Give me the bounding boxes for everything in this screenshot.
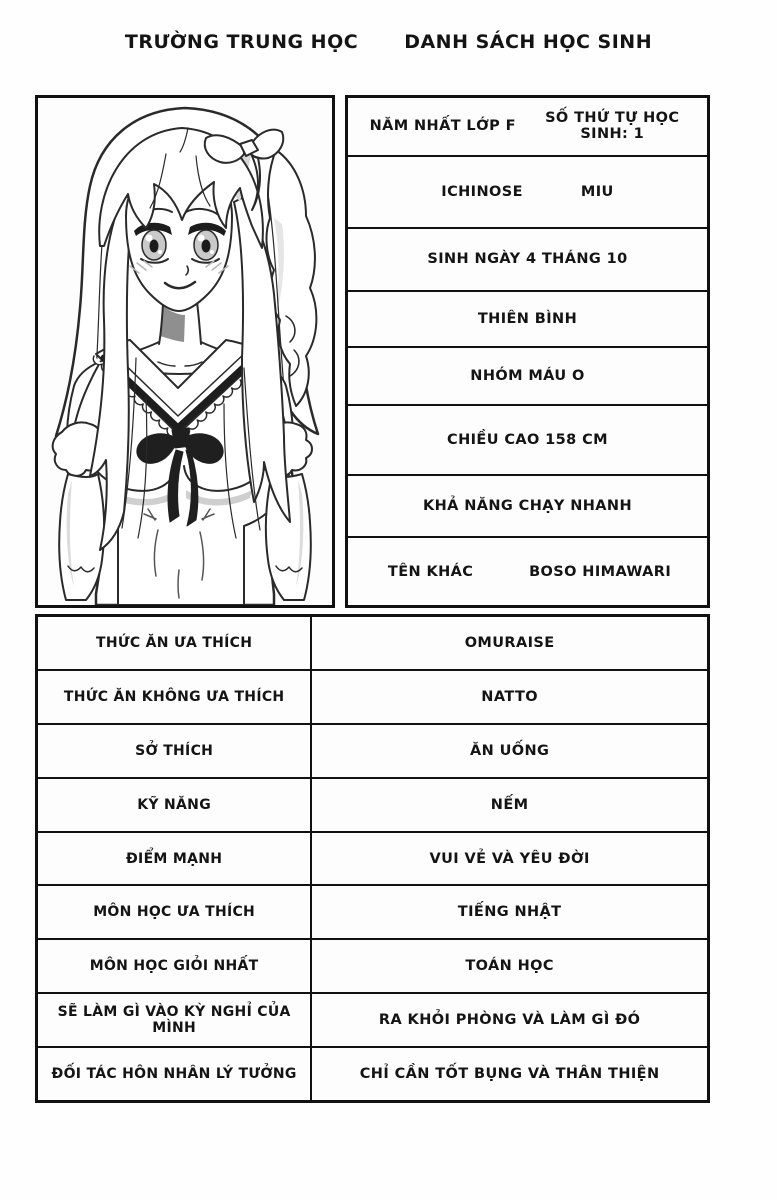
table-row — [38, 669, 707, 723]
roll-number: SỐ THỨ TỰ HỌC SINH: 1 — [545, 110, 680, 143]
row-value: NATTO — [481, 688, 538, 705]
row-value: VUI VẺ VÀ YÊU ĐỜI — [429, 850, 590, 867]
table-row — [38, 1046, 707, 1100]
row-label: ĐIỂM MẠNH — [38, 833, 312, 885]
table-row — [38, 992, 707, 1046]
info-row-height: CHIỀU CAO 158 CM — [348, 404, 707, 474]
student-portrait-frame — [35, 95, 335, 608]
row-label: THỨC ĂN KHÔNG ƯA THÍCH — [38, 671, 312, 723]
info-row-other-name — [348, 536, 707, 605]
row-value: TIẾNG NHẬT — [457, 904, 562, 921]
family-name: ICHINOSE — [441, 183, 523, 200]
table-row — [38, 884, 707, 938]
page-header — [0, 31, 777, 53]
student-portrait-illustration — [38, 98, 332, 605]
table-row — [38, 723, 707, 777]
row-label: MÔN HỌC ƯA THÍCH — [38, 886, 312, 938]
row-value: CHỈ CẦN TỐT BỤNG VÀ THÂN THIỆN — [359, 1066, 660, 1083]
row-value: NẾM — [490, 796, 529, 813]
given-name: MIU — [580, 183, 614, 200]
table-row — [38, 831, 707, 885]
class-label: NĂM NHẤT LỚP F — [369, 118, 516, 135]
table-row — [38, 617, 707, 669]
info-row-name — [348, 155, 707, 227]
row-label: THỨC ĂN ƯA THÍCH — [38, 617, 312, 669]
row-label: MÔN HỌC GIỎI NHẤT — [38, 940, 312, 992]
row-value: TOÁN HỌC — [465, 958, 554, 975]
row-value: RA KHỎI PHÒNG VÀ LÀM GÌ ĐÓ — [378, 1012, 641, 1029]
info-row-birthday: SINH NGÀY 4 THÁNG 10 — [348, 227, 707, 290]
row-value: ĂN UỐNG — [469, 742, 550, 759]
info-row-blood-type: NHÓM MÁU O — [348, 346, 707, 405]
row-label: KỸ NĂNG — [38, 779, 312, 831]
student-info-table — [345, 95, 710, 608]
row-label: SẼ LÀM GÌ VÀO KỲ NGHỈ CỦA MÌNH — [38, 994, 312, 1046]
school-title: TRƯỜNG TRUNG HỌC — [124, 31, 359, 53]
row-label: SỞ THÍCH — [38, 725, 312, 777]
list-title: DANH SÁCH HỌC SINH — [404, 31, 653, 53]
table-row — [38, 777, 707, 831]
row-label: ĐỐI TÁC HÔN NHÂN LÝ TƯỞNG — [38, 1048, 312, 1100]
student-detail-table — [35, 614, 710, 1103]
info-row-zodiac: THIÊN BÌNH — [348, 290, 707, 346]
row-value: OMURAISE — [464, 634, 555, 651]
other-name-label: TÊN KHÁC — [387, 563, 474, 580]
other-name-value: BOSO HIMAWARI — [529, 563, 672, 580]
table-row — [38, 938, 707, 992]
info-row-ability: KHẢ NĂNG CHẠY NHANH — [348, 474, 707, 537]
info-row-class-number — [348, 98, 707, 155]
